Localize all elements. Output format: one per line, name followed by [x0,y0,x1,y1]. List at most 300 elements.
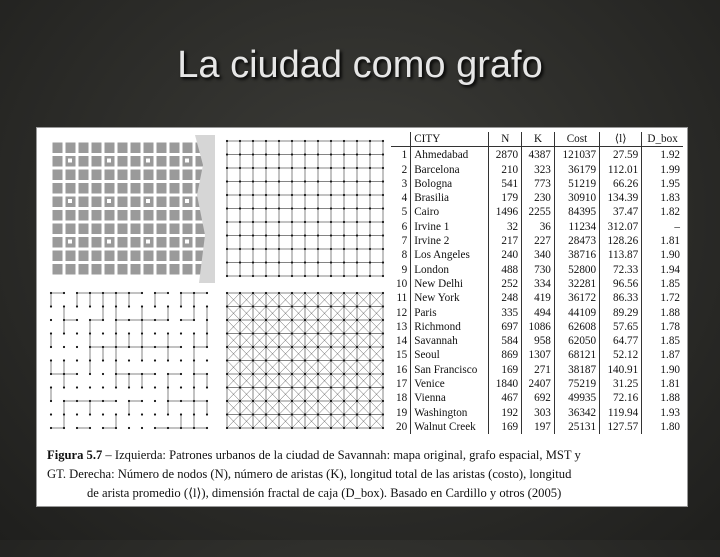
graph-node [317,400,319,402]
row-n: 217 [489,234,522,248]
row-index: 8 [391,248,411,262]
row-city: Vienna [411,391,489,405]
row-k: 197 [522,420,555,434]
graph-node [167,373,169,375]
graph-node [76,386,78,388]
row-avg-length: 128.26 [600,234,642,248]
table-row [391,263,683,277]
graph-node [50,373,52,375]
row-dbox: 1.85 [660,277,680,290]
graph-node [252,234,254,236]
graph-node [278,346,280,348]
graph-node [239,234,241,236]
graph-node [343,292,345,294]
city-block [170,156,180,167]
graph-node [102,386,104,388]
row-index: 5 [391,205,411,219]
graph-node [317,332,319,334]
graph-node [382,413,384,415]
table-row [391,320,683,334]
graph-node [180,400,182,402]
city-block [92,143,102,154]
city-block [183,224,193,235]
graph-node [180,319,182,321]
row-k: 1307 [522,348,555,362]
row-dbox: 1.87 [660,349,680,362]
graph-node [291,153,293,155]
graph-node [382,359,384,361]
graph-node [180,413,182,415]
graph-node [239,194,241,196]
row-dbox: 1.78 [660,320,680,333]
city-block [105,224,115,235]
table-row [391,248,683,262]
col-header-city: CITY [411,132,489,147]
graph-node [102,292,104,294]
graph-node [382,180,384,182]
graph-node [369,248,371,250]
table-row [391,191,683,205]
city-block [92,210,102,221]
graph-node [76,400,78,402]
graph-node [278,275,280,277]
graph-node [369,319,371,321]
graph-node [50,427,52,429]
graph-node [252,194,254,196]
graph-node [330,427,332,429]
graph-node [291,427,293,429]
graph-node [180,373,182,375]
graph-node [76,427,78,429]
row-avg-length: 140.91 [600,363,642,377]
graph-node [102,413,104,415]
row-index: 12 [391,306,411,320]
graph-node [193,319,195,321]
graph-node [206,332,208,334]
city-block [105,264,115,275]
city-table [391,132,683,434]
row-city: Bologna [411,177,489,191]
graph-node [343,194,345,196]
row-n: 1496 [489,205,522,219]
graph-node [102,332,104,334]
graph-node [278,207,280,209]
graph-node [239,332,241,334]
graph-node [382,400,384,402]
graph-node [63,413,65,415]
row-cost: 36172 [554,291,599,305]
row-index: 13 [391,320,411,334]
row-index: 2 [391,163,411,177]
graph-node [226,167,228,169]
graph-node [141,305,143,307]
graph-node [317,153,319,155]
city-block [92,197,102,208]
graph-node [102,359,104,361]
graph-node [304,248,306,250]
graph-node [102,319,104,321]
city-block [144,210,154,221]
graph-node [89,400,91,402]
graph-node [330,248,332,250]
city-block [79,237,89,248]
row-avg-length: 66.26 [600,177,642,191]
graph-node [239,346,241,348]
row-index: 19 [391,406,411,420]
graph-node [356,427,358,429]
graph-node [369,305,371,307]
graph-node [206,373,208,375]
graph-node [128,292,130,294]
spatial-graph-graphic [221,135,391,283]
graph-node [76,332,78,334]
row-cost: 38716 [554,248,599,262]
graph-node [226,359,228,361]
graph-node [330,153,332,155]
city-block [131,170,141,181]
row-cost: 62050 [554,334,599,348]
graph-node [63,386,65,388]
graph-node [356,261,358,263]
graph-node [239,180,241,182]
row-n: 210 [489,163,522,177]
graph-node [154,319,156,321]
graph-node [382,140,384,142]
graph-node [206,400,208,402]
graph-node [304,167,306,169]
city-block [92,264,102,275]
greedy-triangulation-map [221,287,391,435]
figure-caption [47,446,683,503]
city-block [79,197,89,208]
graph-node [291,275,293,277]
graph-node [356,359,358,361]
graph-node [226,305,228,307]
row-n: 488 [489,263,522,277]
city-block [105,170,115,181]
graph-node [154,386,156,388]
row-avg-length: 127.57 [600,420,642,434]
city-block [183,264,193,275]
graph-node [369,400,371,402]
graph-node [265,153,267,155]
row-n: 697 [489,320,522,334]
graph-node [304,332,306,334]
table-row [391,220,683,234]
graph-node [115,413,117,415]
row-dbox: 1.90 [660,249,680,262]
graph-node [252,248,254,250]
row-avg-length: 119.94 [600,406,642,420]
graph-node [356,413,358,415]
spatial-graph-map [221,135,391,283]
graph-node [278,153,280,155]
graph-node [330,207,332,209]
square [185,199,189,203]
city-block [170,197,180,208]
city-block [53,170,63,181]
table-row [391,334,683,348]
graph-node [330,305,332,307]
graph-node [50,319,52,321]
graph-node [304,207,306,209]
graph-node [115,346,117,348]
graph-node [369,332,371,334]
graph-node [115,332,117,334]
graph-node [193,400,195,402]
graph-node [304,140,306,142]
city-block [118,156,128,167]
row-cost: 84395 [554,205,599,219]
graph-node [226,275,228,277]
graph-node [356,305,358,307]
graph-node [226,234,228,236]
city-block [131,183,141,194]
graph-node [369,234,371,236]
graph-node [226,332,228,334]
graph-node [343,261,345,263]
graph-node [141,319,143,321]
graph-node [193,413,195,415]
graph-node [50,332,52,334]
col-header-index [391,132,411,147]
graph-node [356,319,358,321]
graph-node [343,359,345,361]
slide-title: La ciudad como grafo [177,44,543,86]
graph-node [278,140,280,142]
city-block [53,237,63,248]
table-row [391,363,683,377]
table-row [391,406,683,420]
row-dbox: 1.88 [660,392,680,405]
graph-node [343,140,345,142]
graph-node [369,221,371,223]
row-avg-length: 31.25 [600,377,642,391]
graph-node [265,234,267,236]
graph-node [330,413,332,415]
graph-node [317,221,319,223]
graph-node [278,261,280,263]
city-block [157,264,167,275]
row-cost: 11234 [554,220,599,234]
graph-node [63,427,65,429]
graph-node [356,400,358,402]
graph-node [382,194,384,196]
row-cost: 75219 [554,377,599,391]
graph-node [226,194,228,196]
row-index: 9 [391,263,411,277]
graph-node [369,180,371,182]
row-dbox: 1.83 [660,192,680,205]
city-block [157,237,167,248]
row-dbox: – [674,220,680,233]
graph-node [317,386,319,388]
graph-node [382,207,384,209]
col-header-cost: Cost [554,132,599,147]
row-dbox: 1.90 [660,363,680,376]
row-n: 248 [489,291,522,305]
graph-node [89,292,91,294]
graph-node [317,319,319,321]
graph-node [317,180,319,182]
graph-node [63,373,65,375]
city-block [79,264,89,275]
graph-node [206,305,208,307]
graph-node [154,413,156,415]
graph-node [317,194,319,196]
city-block [105,143,115,154]
row-cost: 28473 [554,234,599,248]
city-block [66,183,76,194]
graph-node [76,305,78,307]
graph-node [317,275,319,277]
graph-node [356,292,358,294]
graph-node [180,305,182,307]
graph-node [193,292,195,294]
graph-node [330,319,332,321]
graph-node [252,292,254,294]
graph-node [369,140,371,142]
city-block [92,251,102,262]
square [146,240,150,244]
graph-node [382,221,384,223]
city-block [157,210,167,221]
graph-node [291,413,293,415]
graph-node [265,261,267,263]
row-city: Irvine 1 [411,220,489,234]
row-avg-length: 86.33 [600,291,642,305]
graph-node [239,319,241,321]
graph-node [330,261,332,263]
graph-node [265,248,267,250]
graph-node [304,305,306,307]
graph-node [278,194,280,196]
graph-node [252,305,254,307]
row-city: Washington [411,406,489,420]
greedy-triangulation-graphic [221,287,391,435]
row-avg-length: 27.59 [600,147,642,163]
graph-node [291,234,293,236]
city-block [144,264,154,275]
city-block [118,251,128,262]
row-dbox: 1.72 [660,292,680,305]
row-index: 14 [391,334,411,348]
graph-node [304,292,306,294]
graph-node [115,359,117,361]
row-cost: 62608 [554,320,599,334]
graph-node [343,275,345,277]
city-block [79,224,89,235]
graph-node [278,427,280,429]
city-block [79,156,89,167]
city-block [118,210,128,221]
row-k: 2255 [522,205,555,219]
graph-node [343,234,345,236]
graph-node [278,319,280,321]
graph-node [141,427,143,429]
graph-node [356,373,358,375]
row-index: 15 [391,348,411,362]
graph-node [76,359,78,361]
graph-node [304,275,306,277]
graph-node [102,346,104,348]
graph-node [252,373,254,375]
city-block [105,183,115,194]
graph-node [304,346,306,348]
graph-node [330,140,332,142]
graph-node [239,400,241,402]
city-block [183,183,193,194]
graph-node [330,221,332,223]
row-k: 419 [522,291,555,305]
graph-node [63,292,65,294]
graph-node [89,373,91,375]
graph-node [317,234,319,236]
caption-line-3: de arista promedio (⟨l⟩), dimensión fractal de caja (D_box). Basado en Cardillo y otros (2005) [87,486,562,500]
row-avg-length: 52.12 [600,348,642,362]
row-n: 32 [489,220,522,234]
row-city: Richmond [411,320,489,334]
graph-node [356,167,358,169]
graph-node [304,373,306,375]
graph-node [317,207,319,209]
graph-node [89,305,91,307]
city-block [118,143,128,154]
row-dbox: 1.92 [660,149,680,162]
graph-node [193,373,195,375]
graph-node [291,386,293,388]
row-avg-length: 72.33 [600,263,642,277]
graph-node [252,427,254,429]
graph-node [343,207,345,209]
graph-node [76,373,78,375]
graph-node [226,346,228,348]
graph-node [265,292,267,294]
graph-node [167,305,169,307]
row-cost: 44109 [554,306,599,320]
graph-node [369,207,371,209]
row-index: 1 [391,147,411,163]
graph-node [369,413,371,415]
row-city: Walnut Creek [411,420,489,434]
city-block [131,224,141,235]
city-block [66,224,76,235]
graph-node [252,275,254,277]
graph-node [343,180,345,182]
col-header-dbox: D_box [642,132,683,147]
city-block [105,210,115,221]
graph-node [115,305,117,307]
city-block [183,143,193,154]
graph-node [330,194,332,196]
graph-node [343,400,345,402]
graph-node [291,292,293,294]
graph-node [154,400,156,402]
graph-node [239,261,241,263]
graph-node [239,140,241,142]
graph-node [265,305,267,307]
graph-node [128,359,130,361]
table-header-row [391,132,683,147]
graph-node [343,167,345,169]
graph-node [180,386,182,388]
row-k: 4387 [522,147,555,163]
graph-node [239,167,241,169]
table-row [391,291,683,305]
graph-node [291,359,293,361]
graph-node [102,400,104,402]
city-block [79,143,89,154]
